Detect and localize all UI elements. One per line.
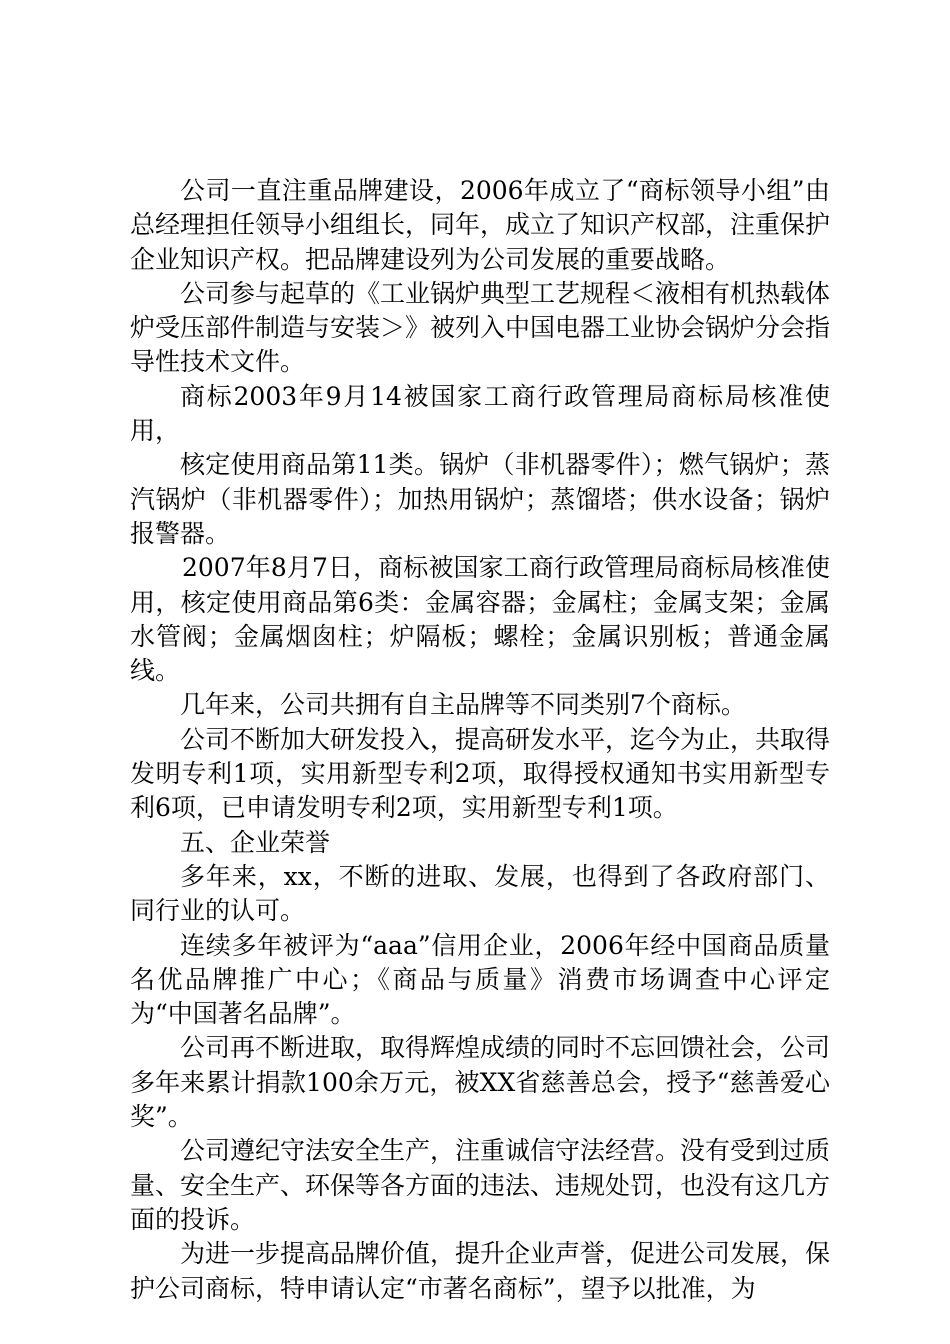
paragraph-credit-rating: 连续多年被评为“aaa”信用企业，2006年经中国商品质量名优品牌推广中心；《商品与质量》消费市场调查中心评定为“中国著名品牌”。 [130,930,830,1029]
paragraph-patents: 公司不断加大研发投入，提高研发水平，迄今为止，共取得发明专利1项，实用新型专利2项，取得授权通知书实用新型专利6项，已申请发明专利2项，实用新型专利1项。 [130,724,831,823]
paragraph-trademark-2007: 2007年8月7日，商标被国家工商行政管理局商标局核准使用，核定使用商品第6类：金属容器；金属柱；金属支架；金属水管阀；金属烟囱柱；炉隔板；螺栓；金属识别板；普通金属线。 [130,553,830,686]
paragraph-compliance: 公司遵纪守法安全生产，注重诚信守法经营。没有受到过质量、安全生产、环保等各方面的违法、违规处罚，也没有这几方面的投诉。 [130,1136,831,1234]
paragraph-application: 为进一步提高品牌价值，提升企业声誉，促进公司发展，保护公司商标，特申请认定“市著名商标”，望予以批准，为 [130,1239,831,1303]
document-body [130,174,830,1306]
paragraph-trademark-count: 几年来，公司共拥有自主品牌等不同类别7个商标。 [180,690,746,720]
paragraph-class-11-goods: 核定使用商品第11类。锅炉（非机器零件）；燃气锅炉；蒸汽锅炉（非机器零件）；加热用锅炉；蒸馏塔；供水设备；锅炉报警器。 [130,450,830,548]
paragraph-recognition: 多年来，xx，不断的进取、发展，也得到了各政府部门、同行业的认可。 [130,861,830,926]
paragraph-brand-building: 公司一直注重品牌建设，2006年成立了“商标领导小组”由总经理担任领导小组组长，同年，成立了知识产权部，注重保护企业知识产权。把品牌建设列为公司发展的重要战略。 [130,176,831,274]
paragraph-trademark-2003: 商标2003年9月14被国家工商行政管理局商标局核准使用， [130,381,830,446]
paragraph-charity: 公司再不断进取，取得辉煌成绩的同时不忘回馈社会，公司多年来累计捐款100余万元，被XX省慈善总会，授予“慈善爱心奖”。 [130,1033,831,1132]
section-heading-honors: 五、企业荣誉 [180,827,331,857]
paragraph-standard-drafting: 公司参与起草的《工业锅炉典型工艺规程＜液相有机热载体炉受压部件制造与安装＞》被列入中国电器工业协会锅炉分会指导性技术文件。 [130,278,831,377]
